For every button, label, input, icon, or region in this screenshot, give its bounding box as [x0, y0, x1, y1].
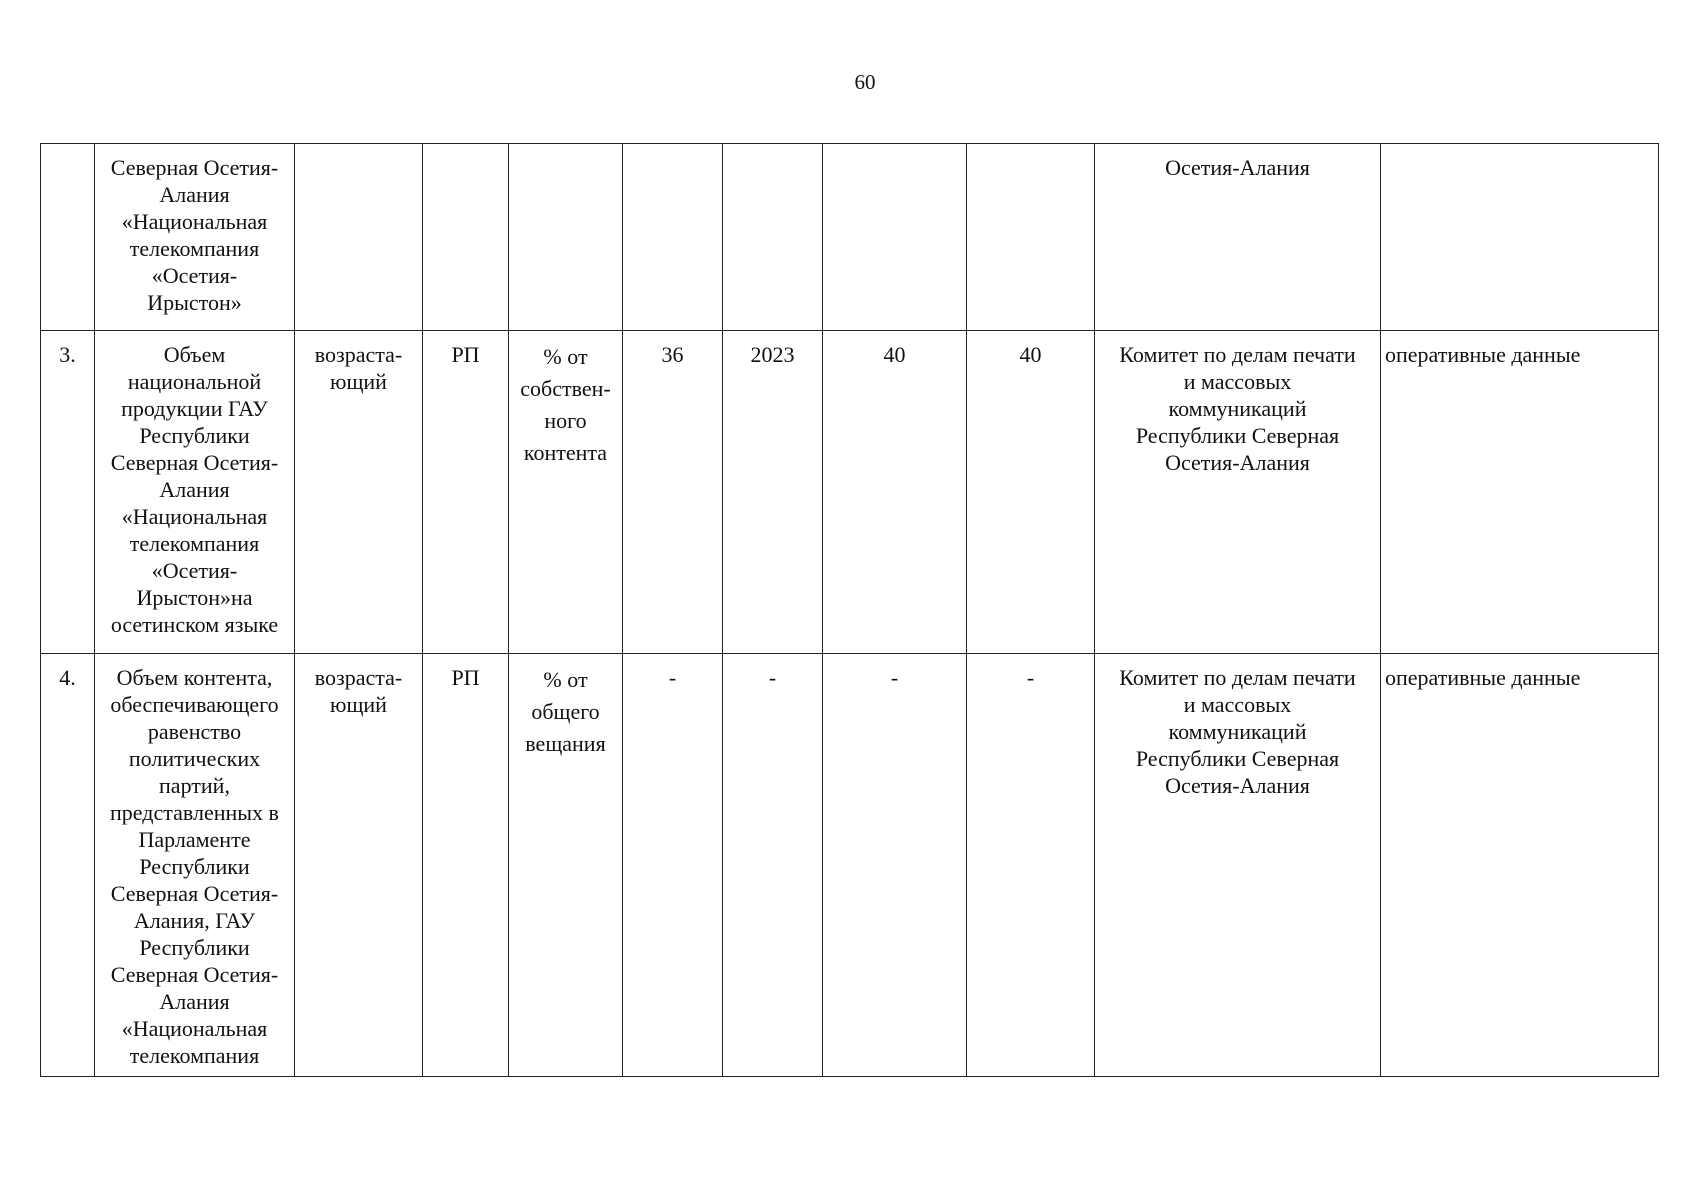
base-value: -: [623, 654, 723, 1077]
indicator-name: Объем национальной продукции ГАУ Республики Северная Осетия- Алания «Национальная телекомпания «Осетия- Ирыстон»на осетинском языке: [95, 331, 295, 654]
target-value-b: -: [967, 654, 1095, 1077]
target-value-a: [823, 144, 967, 331]
indicator-trend: возраста- ющий: [295, 654, 423, 1077]
table-row: [41, 654, 1659, 1077]
indicators-table: [40, 143, 1659, 1077]
indicator-level: РП: [423, 331, 509, 654]
target-value-a: -: [823, 654, 967, 1077]
indicator-name: Северная Осетия- Алания «Национальная телекомпания «Осетия- Ирыстон»: [95, 144, 295, 331]
row-number: [41, 144, 95, 331]
indicator-name: Объем контента, обеспечивающего равенство политических партий, представленных в Парламенте Республики Северная Осетия- Алания, ГАУ Республики Северная Осетия- Алания «Национальная телекомпания: [95, 654, 295, 1077]
responsible-body: Комитет по делам печати и массовых коммуникаций Республики Северная Осетия-Алания: [1095, 331, 1381, 654]
responsible-body: Осетия-Алания: [1095, 144, 1381, 331]
base-year: [723, 144, 823, 331]
indicator-level: РП: [423, 654, 509, 1077]
indicator-unit: % от собствен- ного контента: [509, 331, 623, 654]
base-year: -: [723, 654, 823, 1077]
base-value: 36: [623, 331, 723, 654]
base-value: [623, 144, 723, 331]
indicator-unit: % от общего вещания: [509, 654, 623, 1077]
responsible-body: Комитет по делам печати и массовых коммуникаций Республики Северная Осетия-Алания: [1095, 654, 1381, 1077]
indicator-unit: [509, 144, 623, 331]
data-source: оперативные данные: [1381, 331, 1659, 654]
row-number: 4.: [41, 654, 95, 1077]
base-year: 2023: [723, 331, 823, 654]
page-number: 60: [854, 70, 876, 94]
table-row: [41, 331, 1659, 654]
indicator-level: [423, 144, 509, 331]
table-row: [41, 144, 1659, 331]
data-source: [1381, 144, 1659, 331]
indicator-trend: [295, 144, 423, 331]
target-value-a: 40: [823, 331, 967, 654]
target-value-b: 40: [967, 331, 1095, 654]
data-source: оперативные данные: [1381, 654, 1659, 1077]
row-number: 3.: [41, 331, 95, 654]
target-value-b: [967, 144, 1095, 331]
indicator-trend: возраста- ющий: [295, 331, 423, 654]
